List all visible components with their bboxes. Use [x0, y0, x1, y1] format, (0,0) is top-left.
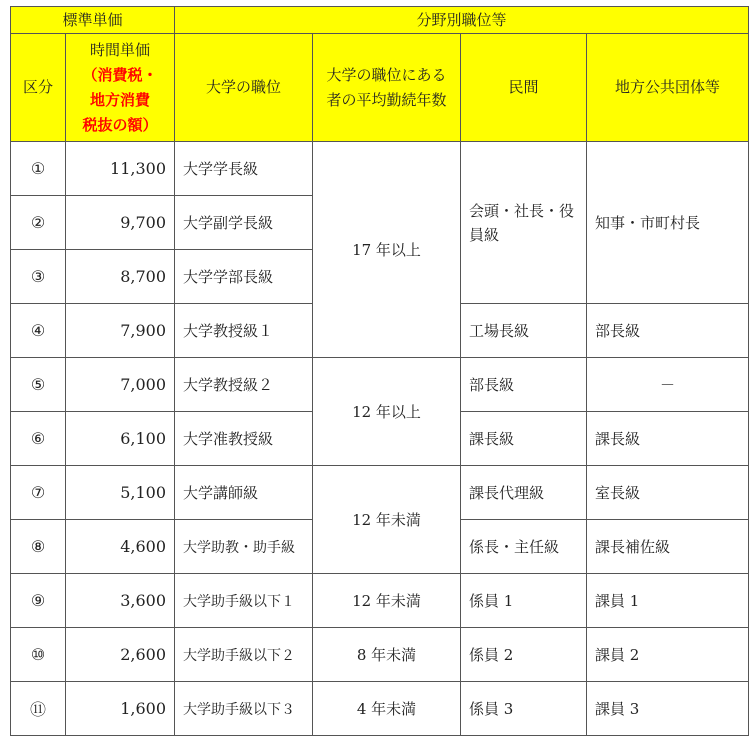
row-local: 部長級: [587, 304, 749, 358]
row-number: ⑦: [11, 466, 66, 520]
row-private: 係員 2: [461, 628, 587, 682]
row-private: 課長級: [461, 412, 587, 466]
table-row: [11, 682, 749, 736]
header-hourly-price-line: 地方消費: [90, 90, 151, 109]
row-number: ⑧: [11, 520, 66, 574]
header-std-price: 標準単価: [11, 7, 175, 34]
rate-table: [10, 6, 749, 736]
row-local: 課員 2: [587, 628, 749, 682]
row-position: 大学准教授級: [175, 412, 313, 466]
row-local: 課長級: [587, 412, 749, 466]
row-position: 大学学部長級: [175, 250, 313, 304]
row-price: 5,100: [66, 466, 175, 520]
row-position: 大学講師級: [175, 466, 313, 520]
header-hourly-price-line: （消費税・: [82, 65, 158, 84]
years-group-3: 12 年未満: [313, 466, 461, 574]
row-price: 11,300: [66, 142, 175, 196]
header-private: 民間: [461, 34, 587, 142]
row-price: 7,000: [66, 358, 175, 412]
private-group-1: [461, 142, 587, 304]
header-univ-position: 大学の職位: [175, 34, 313, 142]
row-private: 工場長級: [461, 304, 587, 358]
row-position: 大学助教・助手級: [175, 520, 313, 574]
row-position: 大学助手級以下２: [175, 628, 313, 682]
row-price: 8,700: [66, 250, 175, 304]
table-row: [11, 628, 749, 682]
row-local: 課員 1: [587, 574, 749, 628]
private-group-1-text: 会頭・社長・役員級: [469, 201, 575, 244]
table-row: [11, 574, 749, 628]
header-by-field: 分野別職位等: [175, 7, 749, 34]
row-price: 6,100: [66, 412, 175, 466]
row-number: ⑪: [11, 682, 66, 736]
table-row: [11, 466, 749, 520]
row-number: ⑩: [11, 628, 66, 682]
row-position: 大学教授級２: [175, 358, 313, 412]
header-hourly-price: [66, 34, 175, 142]
header-avg-years: [313, 34, 461, 142]
row-years: 12 年未満: [313, 574, 461, 628]
row-position: 大学教授級１: [175, 304, 313, 358]
row-local: 室長級: [587, 466, 749, 520]
row-price: 3,600: [66, 574, 175, 628]
row-local: －: [587, 358, 749, 412]
header-avg-years-line: 者の平均勤続年数: [326, 90, 447, 109]
row-number: ⑨: [11, 574, 66, 628]
header-hourly-price-line: 時間単価: [90, 40, 151, 59]
row-position: 大学助手級以下３: [175, 682, 313, 736]
row-position: 大学副学長級: [175, 196, 313, 250]
header-category: 区分: [11, 34, 66, 142]
header-avg-years-line: 大学の職位にある: [326, 65, 447, 84]
row-years: 8 年未満: [313, 628, 461, 682]
table-row: [11, 358, 749, 412]
row-price: 7,900: [66, 304, 175, 358]
row-private: 係員 1: [461, 574, 587, 628]
row-local: 課員 3: [587, 682, 749, 736]
row-position: 大学助手級以下１: [175, 574, 313, 628]
row-position: 大学学長級: [175, 142, 313, 196]
row-price: 2,600: [66, 628, 175, 682]
header-local-gov: 地方公共団体等: [587, 34, 749, 142]
row-private: 係長・主任級: [461, 520, 587, 574]
row-private: 課長代理級: [461, 466, 587, 520]
row-price: 4,600: [66, 520, 175, 574]
row-number: ①: [11, 142, 66, 196]
years-group-1: 17 年以上: [313, 142, 461, 358]
row-private: 部長級: [461, 358, 587, 412]
years-group-2: 12 年以上: [313, 358, 461, 466]
row-number: ⑥: [11, 412, 66, 466]
row-number: ⑤: [11, 358, 66, 412]
row-number: ③: [11, 250, 66, 304]
local-group-1: 知事・市町村長: [587, 142, 749, 304]
row-number: ②: [11, 196, 66, 250]
header-hourly-price-line: 税抜の額）: [82, 115, 158, 134]
row-price: 1,600: [66, 682, 175, 736]
table-row: [11, 142, 749, 196]
row-price: 9,700: [66, 196, 175, 250]
row-number: ④: [11, 304, 66, 358]
row-years: 4 年未満: [313, 682, 461, 736]
row-private: 係員 3: [461, 682, 587, 736]
row-local: 課長補佐級: [587, 520, 749, 574]
